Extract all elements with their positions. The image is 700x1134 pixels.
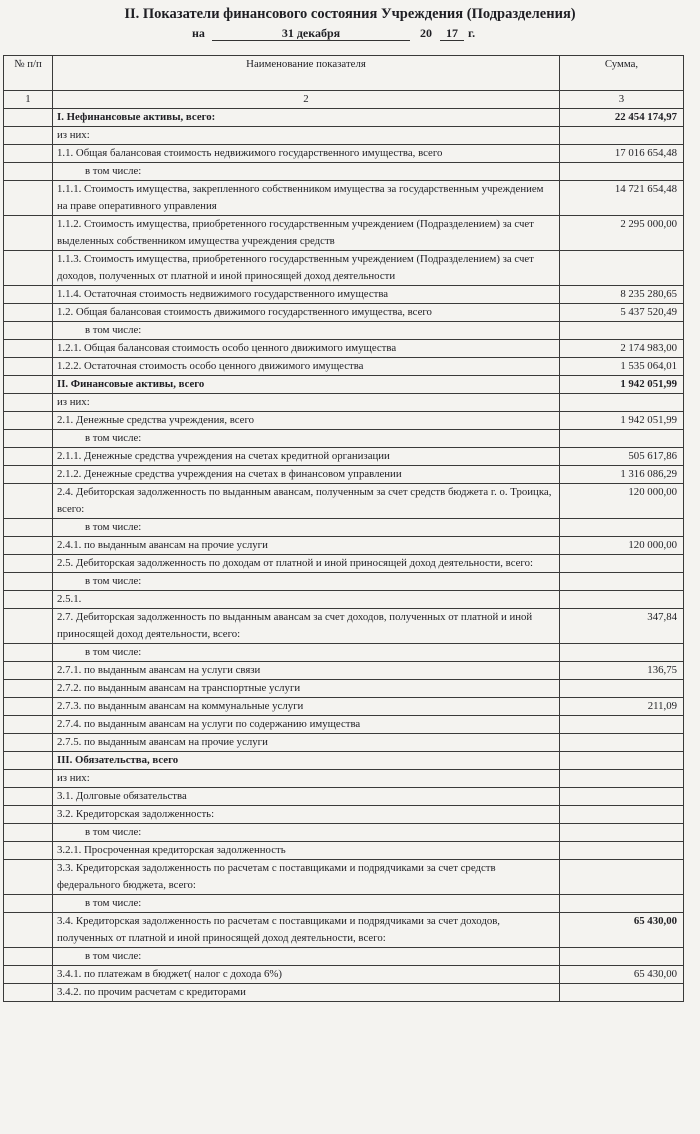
indicator-name-cell: 2.7.4. по выданным авансам на услуги по содержанию имущества [53, 716, 560, 734]
row-number-cell [4, 734, 53, 752]
row-number-cell [4, 984, 53, 1002]
row-number-cell [4, 842, 53, 860]
sum-cell [560, 716, 684, 734]
sum-cell: 2 295 000,00 [560, 216, 684, 251]
indicator-name-cell: 1.1.3. Стоимость имущества, приобретенного государственным учреждением (Подразделением) за счет доходов, полученных от платной и иной приносящей доход деятельности [53, 251, 560, 286]
year-suffix: 17 [446, 26, 458, 40]
sum-cell [560, 573, 684, 591]
sum-cell [560, 788, 684, 806]
sum-cell: 22 454 174,97 [560, 109, 684, 127]
header-cell-sum: Сумма, [560, 56, 684, 91]
indicator-name-cell: 3.2. Кредиторская задолженность: [53, 806, 560, 824]
sum-cell: 8 235 280,65 [560, 286, 684, 304]
table-row [4, 251, 684, 286]
indicator-name-cell: в том числе: [53, 573, 560, 591]
table-row [4, 555, 684, 573]
table-row [4, 358, 684, 376]
sum-cell: 14 721 654,48 [560, 181, 684, 216]
indicator-name-cell: из них: [53, 394, 560, 412]
header-cell-name: Наименование показателя [53, 56, 560, 91]
row-number-cell [4, 860, 53, 895]
row-number-cell [4, 448, 53, 466]
sum-cell: 65 430,00 [560, 913, 684, 948]
sum-cell [560, 127, 684, 145]
row-number-cell [4, 555, 53, 573]
row-number-cell [4, 340, 53, 358]
sum-cell: 65 430,00 [560, 966, 684, 984]
sum-cell [560, 860, 684, 895]
indicator-name-cell: 1.1.4. Остаточная стоимость недвижимого государственного имущества [53, 286, 560, 304]
table-row [4, 484, 684, 519]
row-number-cell [4, 752, 53, 770]
table-row [4, 860, 684, 895]
date-day: 31 декабря [281, 26, 341, 40]
sum-cell [560, 948, 684, 966]
column-number-2: 2 [53, 91, 560, 109]
sum-cell: 120 000,00 [560, 537, 684, 555]
table-row [4, 895, 684, 913]
sum-cell [560, 430, 684, 448]
row-number-cell [4, 109, 53, 127]
row-number-cell [4, 966, 53, 984]
row-number-cell [4, 913, 53, 948]
table-row [4, 127, 684, 145]
indicator-name-cell: в том числе: [53, 895, 560, 913]
column-number-row [4, 91, 684, 109]
table-row [4, 430, 684, 448]
header-cell-number: № п/п [4, 56, 53, 91]
table-row [4, 286, 684, 304]
table-row [4, 519, 684, 537]
indicator-name-cell: в том числе: [53, 322, 560, 340]
indicator-name-cell: 1.2. Общая балансовая стоимость движимого государственного имущества, всего [53, 304, 560, 322]
sum-cell [560, 251, 684, 286]
indicator-name-cell: II. Финансовые активы, всего [53, 376, 560, 394]
row-number-cell [4, 466, 53, 484]
sum-cell: 211,09 [560, 698, 684, 716]
indicator-name-cell: 2.7.3. по выданным авансам на коммунальные услуги [53, 698, 560, 716]
row-number-cell [4, 181, 53, 216]
row-number-cell [4, 304, 53, 322]
indicator-name-cell: 3.4. Кредиторская задолженность по расчетам с поставщиками и подрядчиками за счет доходов, полученных от платной и иной приносящей доход деятельности, всего: [53, 913, 560, 948]
table-row [4, 412, 684, 430]
indicator-name-cell: 3.2.1. Просроченная кредиторская задолженность [53, 842, 560, 860]
sum-cell: 17 016 654,48 [560, 145, 684, 163]
indicator-name-cell: 1.1. Общая балансовая стоимость недвижимого государственного имущества, всего [53, 145, 560, 163]
table-row [4, 788, 684, 806]
row-number-cell [4, 591, 53, 609]
row-number-cell [4, 412, 53, 430]
row-number-cell [4, 788, 53, 806]
sum-cell: 505 617,86 [560, 448, 684, 466]
table-row [4, 448, 684, 466]
row-number-cell [4, 251, 53, 286]
row-number-cell [4, 286, 53, 304]
row-number-cell [4, 322, 53, 340]
indicator-name-cell: 3.4.1. по платежам в бюджет( налог с дохода 6%) [53, 966, 560, 984]
indicator-name-cell: 2.7.1. по выданным авансам на услуги связи [53, 662, 560, 680]
sum-cell [560, 895, 684, 913]
sum-cell [560, 322, 684, 340]
sum-cell: 1 942 051,99 [560, 376, 684, 394]
table-row [4, 573, 684, 591]
row-number-cell [4, 127, 53, 145]
row-number-cell [4, 644, 53, 662]
indicator-name-cell: 2.1.2. Денежные средства учреждения на счетах в финансовом управлении [53, 466, 560, 484]
table-row [4, 394, 684, 412]
indicator-name-cell: 2.1. Денежные средства учреждения, всего [53, 412, 560, 430]
indicator-name-cell: 1.1.1. Стоимость имущества, закрепленного собственником имущества за государственным учреждением на праве оперативного управления [53, 181, 560, 216]
indicator-name-cell: из них: [53, 127, 560, 145]
row-number-cell [4, 662, 53, 680]
date-prefix: на [192, 26, 205, 40]
indicator-name-cell: в том числе: [53, 644, 560, 662]
indicator-name-cell: 1.1.2. Стоимость имущества, приобретенного государственным учреждением (Подразделением) за счет выделенных собственником имущества учреждения средств [53, 216, 560, 251]
indicator-name-cell: в том числе: [53, 948, 560, 966]
table-row [4, 340, 684, 358]
indicator-name-cell: 2.1.1. Денежные средства учреждения на счетах кредитной организации [53, 448, 560, 466]
indicator-name-cell: 3.3. Кредиторская задолженность по расчетам с поставщиками и подрядчиками за счет средств федерального бюджета, всего: [53, 860, 560, 895]
column-number-1: 1 [4, 91, 53, 109]
row-number-cell [4, 573, 53, 591]
indicator-name-cell: в том числе: [53, 824, 560, 842]
row-number-cell [4, 537, 53, 555]
row-number-cell [4, 163, 53, 181]
row-number-cell [4, 806, 53, 824]
table-row [4, 698, 684, 716]
row-number-cell [4, 770, 53, 788]
table-row [4, 770, 684, 788]
year-prefix: 20 [420, 26, 432, 40]
row-number-cell [4, 716, 53, 734]
row-number-cell [4, 484, 53, 519]
sum-cell [560, 555, 684, 573]
row-number-cell [4, 609, 53, 644]
table-row [4, 716, 684, 734]
indicator-name-cell: III. Обязательства, всего [53, 752, 560, 770]
indicator-name-cell: 3.4.2. по прочим расчетам с кредиторами [53, 984, 560, 1002]
sum-cell [560, 394, 684, 412]
row-number-cell [4, 145, 53, 163]
table-row [4, 824, 684, 842]
indicator-name-cell: 2.5. Дебиторская задолженность по доходам от платной и иной приносящей доход деятельности, всего: [53, 555, 560, 573]
sum-cell [560, 842, 684, 860]
sum-cell [560, 752, 684, 770]
indicator-name-cell: 1.2.1. Общая балансовая стоимость особо ценного движимого имущества [53, 340, 560, 358]
indicator-name-cell: 2.7. Дебиторская задолженность по выданным авансам за счет доходов, полученных от платной и иной приносящей доход деятельности, всего: [53, 609, 560, 644]
table-row [4, 913, 684, 948]
indicator-name-cell: 1.2.2. Остаточная стоимость особо ценного движимого имущества [53, 358, 560, 376]
indicator-name-cell: 3.1. Долговые обязательства [53, 788, 560, 806]
row-number-cell [4, 895, 53, 913]
table-row [4, 376, 684, 394]
table-row [4, 537, 684, 555]
sum-cell [560, 824, 684, 842]
sum-cell [560, 591, 684, 609]
table-row [4, 216, 684, 251]
indicator-name-cell: I. Нефинансовые активы, всего: [53, 109, 560, 127]
sum-cell [560, 806, 684, 824]
indicator-name-cell: 2.7.2. по выданным авансам на транспортные услуги [53, 680, 560, 698]
sum-cell [560, 984, 684, 1002]
row-number-cell [4, 216, 53, 251]
indicator-name-cell: в том числе: [53, 430, 560, 448]
table-row [4, 466, 684, 484]
table-row [4, 145, 684, 163]
row-number-cell [4, 824, 53, 842]
year-unit: г. [468, 26, 476, 40]
row-number-cell [4, 394, 53, 412]
table-row [4, 842, 684, 860]
sum-cell [560, 163, 684, 181]
row-number-cell [4, 519, 53, 537]
sum-cell [560, 680, 684, 698]
indicator-name-cell: 2.7.5. по выданным авансам на прочие услуги [53, 734, 560, 752]
table-row [4, 680, 684, 698]
sum-cell: 1 316 086,29 [560, 466, 684, 484]
table-row [4, 948, 684, 966]
sum-cell: 1 942 051,99 [560, 412, 684, 430]
sum-cell: 1 535 064,01 [560, 358, 684, 376]
sum-cell [560, 519, 684, 537]
table-row [4, 591, 684, 609]
indicator-name-cell: из них: [53, 770, 560, 788]
table-row [4, 806, 684, 824]
table-row [4, 644, 684, 662]
indicator-name-cell: 2.4. Дебиторская задолженность по выданным авансам, полученным за счет средств бюджета г. о. Троицка, всего: [53, 484, 560, 519]
sum-cell: 136,75 [560, 662, 684, 680]
table-row [4, 322, 684, 340]
table-header-row [4, 56, 684, 91]
table-row [4, 304, 684, 322]
row-number-cell [4, 680, 53, 698]
table-row [4, 966, 684, 984]
row-number-cell [4, 430, 53, 448]
table-row [4, 662, 684, 680]
financial-indicators-table [3, 55, 684, 1002]
sum-cell [560, 644, 684, 662]
indicator-name-cell: в том числе: [53, 163, 560, 181]
sum-cell [560, 770, 684, 788]
table-row [4, 984, 684, 1002]
row-number-cell [4, 948, 53, 966]
sum-cell: 2 174 983,00 [560, 340, 684, 358]
table-row [4, 609, 684, 644]
sum-cell: 120 000,00 [560, 484, 684, 519]
sum-cell: 347,84 [560, 609, 684, 644]
page-title: II. Показатели финансового состояния Учреждения (Подразделения) [124, 6, 576, 22]
row-number-cell [4, 698, 53, 716]
table-row [4, 109, 684, 127]
column-number-3: 3 [560, 91, 684, 109]
table-row [4, 163, 684, 181]
sum-cell: 5 437 520,49 [560, 304, 684, 322]
indicator-name-cell: 2.5.1. [53, 591, 560, 609]
table-row [4, 181, 684, 216]
indicator-name-cell: в том числе: [53, 519, 560, 537]
table-row [4, 734, 684, 752]
sum-cell [560, 734, 684, 752]
row-number-cell [4, 358, 53, 376]
row-number-cell [4, 376, 53, 394]
table-row [4, 752, 684, 770]
indicator-name-cell: 2.4.1. по выданным авансам на прочие услуги [53, 537, 560, 555]
